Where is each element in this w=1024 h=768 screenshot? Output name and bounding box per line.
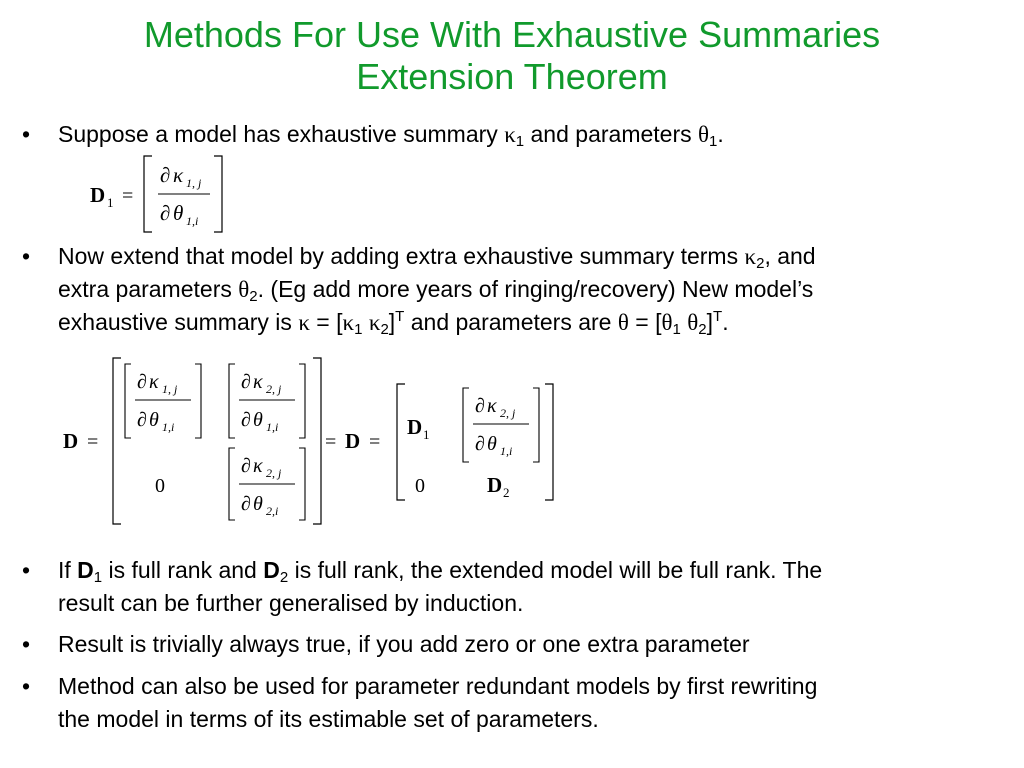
- cell22-num-partial: ∂: [241, 455, 251, 477]
- bullet-2-text: [58, 240, 1012, 339]
- eq2-equals-1: =: [87, 431, 99, 453]
- cell22-den-sub: 2,i: [266, 504, 279, 518]
- bullet-4: [22, 628, 1012, 661]
- b3-text-b: is full rank and: [102, 557, 264, 583]
- cell12-num-kappa: κ: [253, 371, 263, 393]
- equation-1-svg: [80, 150, 240, 240]
- k1-symbol: κ: [342, 310, 355, 335]
- cell11-left-bracket: [125, 364, 131, 438]
- eq1-left-bracket: [144, 156, 152, 232]
- eq1-lhs-D: D: [90, 183, 106, 207]
- eq2-outer-right-bracket: [313, 358, 321, 524]
- bullet-dot: •: [22, 121, 31, 147]
- cell22-left-bracket: [229, 448, 235, 520]
- bullet-4-text: Result is trivially always true, if you add zero or one extra parameter: [58, 631, 750, 657]
- b2-text-b: , and: [764, 243, 816, 269]
- b2-text-d: . (Eg add more years of ringing/recovery) New model’s: [257, 276, 814, 302]
- slide-title: [0, 14, 1024, 98]
- k2-subscript: 2: [380, 321, 389, 338]
- b3-line-1: [58, 554, 1012, 587]
- bullet-dot: •: [22, 557, 31, 583]
- bullet-5-text: [58, 670, 1012, 736]
- eq1-den-sub: 1,i: [186, 214, 199, 228]
- b2-text-i: .: [722, 309, 729, 335]
- k2-symbol: κ: [368, 310, 381, 335]
- block21-zero: 0: [415, 475, 425, 497]
- eq1-den-theta: θ: [173, 201, 184, 225]
- block12-den-sub: 1,i: [500, 444, 513, 458]
- b3-D2: D: [263, 557, 280, 583]
- cell22-num-kappa: κ: [253, 455, 263, 477]
- theta-symbol: θ: [698, 122, 710, 147]
- th2-symbol: θ: [687, 310, 699, 335]
- cell12-num-partial: ∂: [241, 371, 251, 393]
- kappa-symbol: κ: [504, 122, 516, 147]
- b5-line-2: the model in terms of its estimable set of parameters.: [58, 706, 599, 732]
- block-right-bracket: [545, 384, 553, 500]
- cell12-right-bracket: [299, 364, 305, 438]
- block-D1-sub: 1: [423, 427, 430, 442]
- b3-text-c: is full rank, the extended model will be full rank. The: [288, 557, 823, 583]
- cell12-num-sub: 2, j: [266, 382, 282, 396]
- cell11-num-kappa: κ: [149, 371, 159, 393]
- eq1-num-partial: ∂: [160, 163, 171, 187]
- b2-text-c: extra parameters: [58, 276, 239, 302]
- equation-2: [55, 352, 575, 532]
- b3-D2-sub: 2: [279, 569, 289, 586]
- theta2-symbol: θ: [238, 277, 250, 302]
- eq1-num-sub: 1, j: [186, 176, 202, 190]
- b1-text-a: Suppose a model has exhaustive summary: [58, 121, 505, 147]
- block-left-bracket: [397, 384, 405, 500]
- th1-symbol: θ: [661, 310, 673, 335]
- eq1-den-partial: ∂: [160, 201, 171, 225]
- bullet-5: [22, 670, 1012, 736]
- k1-subscript: 1: [354, 321, 363, 338]
- title-line-2: Extension Theorem: [356, 56, 668, 97]
- equation-1: [80, 150, 240, 240]
- cell11-den-sub: 1,i: [162, 420, 175, 434]
- bullet-dot: •: [22, 243, 31, 269]
- cell11-right-bracket: [195, 364, 201, 438]
- block12-num-sub: 2, j: [500, 406, 516, 420]
- theta2-subscript: 2: [249, 288, 258, 305]
- cell11-den-partial: ∂: [137, 409, 147, 431]
- cell12-left-bracket: [229, 364, 235, 438]
- eq2-outer-left-bracket: [113, 358, 121, 524]
- b2-text-f: = [: [309, 309, 343, 335]
- cell22-den-theta: θ: [253, 493, 263, 515]
- eq1-num-kappa: κ: [173, 163, 184, 187]
- block12-den-theta: θ: [487, 433, 497, 455]
- b2-text-e: exhaustive summary is: [58, 309, 299, 335]
- theta-subscript: 1: [709, 133, 718, 150]
- cell21-zero: 0: [155, 475, 165, 497]
- bullet-dot: •: [22, 631, 31, 657]
- bullet-3: [22, 554, 1012, 620]
- cell22-num-sub: 2, j: [266, 466, 282, 480]
- eq2-equals-3: =: [369, 431, 381, 453]
- b2-line-1: [58, 240, 1012, 273]
- cell22-right-bracket: [299, 448, 305, 520]
- bullet-1-text: [58, 118, 1012, 151]
- cell11-num-partial: ∂: [137, 371, 147, 393]
- b5-line-1: Method can also be used for parameter redundant models by first rewriting: [58, 673, 818, 699]
- block-D2-sub: 2: [503, 485, 510, 500]
- b1-text-b: and parameters: [524, 121, 698, 147]
- theta-symbol: θ: [617, 310, 629, 335]
- bullet-dot: •: [22, 673, 31, 699]
- b2-close-bracket-2: ]: [706, 309, 714, 335]
- eq2-middle-D: D: [345, 429, 361, 453]
- block12-num-kappa: κ: [487, 395, 497, 417]
- b1-text-c: .: [717, 121, 724, 147]
- eq1-equals: =: [122, 185, 134, 207]
- cell22-den-partial: ∂: [241, 493, 251, 515]
- equation-2-svg: [55, 352, 575, 532]
- b2-close-bracket-1: ]: [388, 309, 396, 335]
- bullet-3-text: [58, 554, 1012, 620]
- transpose-sup-1: T: [395, 308, 405, 325]
- cell12-den-theta: θ: [253, 409, 263, 431]
- eq1-right-bracket: [214, 156, 222, 232]
- cell11-den-theta: θ: [149, 409, 159, 431]
- kappa2-symbol: κ: [744, 244, 757, 269]
- th1-subscript: 1: [672, 321, 681, 338]
- block12-num-partial: ∂: [475, 395, 485, 417]
- block-D2: D: [487, 473, 503, 497]
- block12-den-partial: ∂: [475, 433, 485, 455]
- b2-line-3: [58, 306, 1012, 339]
- kappa2-subscript: 2: [756, 255, 765, 272]
- cell12-den-partial: ∂: [241, 409, 251, 431]
- b2-text-a: Now extend that model by adding extra exhaustive summary terms: [58, 243, 745, 269]
- kappa-symbol: κ: [298, 310, 310, 335]
- block-D1: D: [407, 415, 423, 439]
- eq2-lhs-D: D: [63, 429, 79, 453]
- kappa-subscript: 1: [515, 133, 525, 150]
- block12-left-bracket: [463, 388, 469, 462]
- block12-right-bracket: [533, 388, 539, 462]
- b2-text-h: = [: [628, 309, 662, 335]
- th2-subscript: 2: [698, 321, 707, 338]
- cell12-den-sub: 1,i: [266, 420, 279, 434]
- title-line-1: Methods For Use With Exhaustive Summaries: [143, 14, 881, 55]
- eq1-lhs-sub: 1: [107, 195, 114, 210]
- transpose-sup-2: T: [713, 308, 723, 325]
- b3-text-a: If: [58, 557, 78, 583]
- bullet-1: [22, 118, 1012, 151]
- bullet-2: [22, 240, 1012, 339]
- b2-line-2: [58, 273, 1012, 306]
- cell11-num-sub: 1, j: [162, 382, 178, 396]
- eq2-equals-2: =: [325, 431, 337, 453]
- b3-D1: D: [77, 557, 94, 583]
- b2-text-g: and parameters are: [404, 309, 618, 335]
- b3-D1-sub: 1: [93, 569, 103, 586]
- b3-line-2: result can be further generalised by induction.: [58, 590, 524, 616]
